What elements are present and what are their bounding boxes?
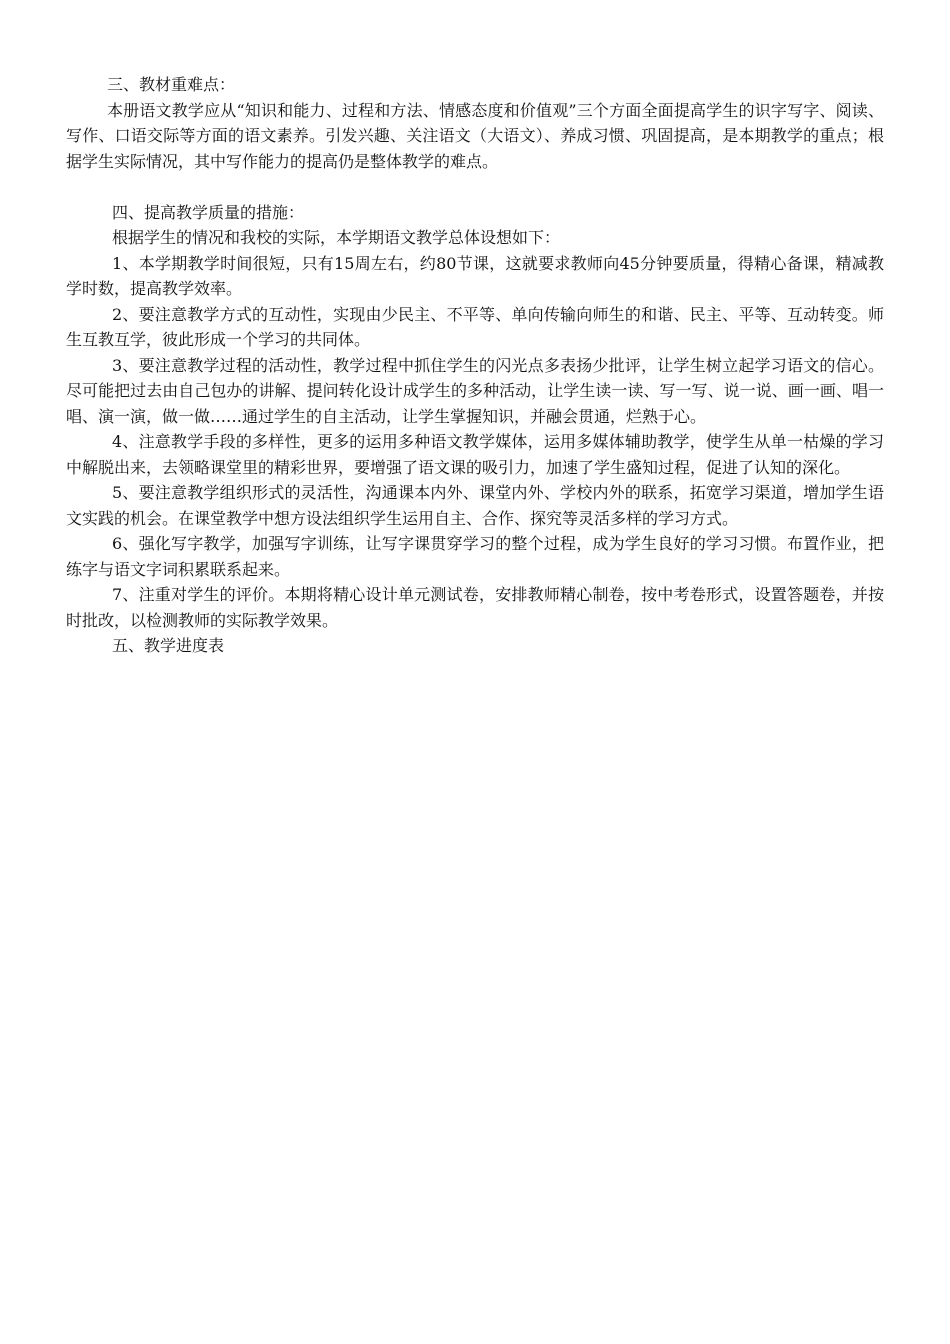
- blank-line: [66, 174, 884, 200]
- measure-item-1: 1、本学期教学时间很短，只有15周左右，约80节课，这就要求教师向45分钟要质量，得精心备课，精减教学时数，提高教学效率。: [66, 253, 884, 298]
- section4-heading: 四、提高教学质量的措施：: [112, 202, 305, 222]
- measure-item-2: 2、要注意教学方式的互动性，实现由少民主、不平等、单向传输向师生的和谐、民主、平等、互动转变。师生互教互学，彼此形成一个学习的共同体。: [66, 304, 884, 349]
- measure-item-7: 7、注重对学生的评价。本期将精心设计单元测试卷，安排教师精心制卷，按中考卷形式，设置答题卷，并按时批改，以检测教师的实际教学效果。: [66, 585, 884, 630]
- measure-item-6: 6、强化写字教学，加强写字训练，让写字课贯穿学习的整个过程，成为学生良好的学习习惯。布置作业，把练字与语文字词积累联系起来。: [66, 534, 884, 579]
- section3-heading: 三、教材重难点：: [107, 75, 236, 94]
- section5-heading: 五、教学进度表: [112, 636, 225, 655]
- section4-intro: 根据学生的情况和我校的实际，本学期语文教学总体设想如下：: [112, 228, 561, 247]
- measure-item-3: 3、要注意教学过程的活动性，教学过程中抓住学生的闪光点多表扬少批评，让学生树立起学习语文的信心。尽可能把过去由自己包办的讲解、提问转化设计成学生的多种活动，让学生读一读、写一写、说一说、画一画、唱一唱、演一演，做一做……通过学生的自主活动，让学生掌握知识，并融会贯通，烂熟于心。: [66, 355, 884, 426]
- document-page: [66, 72, 884, 659]
- measure-item-5: 5、要注意教学组织形式的灵活性，沟通课本内外、课堂内外、学校内外的联系，拓宽学习渠道，增加学生语文实践的机会。在课堂教学中想方设法组织学生运用自主、合作、探究等灵活多样的学习方式。: [66, 483, 884, 528]
- section3-body: 本册语文教学应从“知识和能力、过程和方法、情感态度和价值观”三个方面全面提高学生的识字写字、阅读、写作、口语交际等方面的语文素养。引发兴趣、关注语文（大语文）、养成习惯、巩固提高，是本期教学的重点；根据学生实际情况，其中写作能力的提高仍是整体教学的难点。: [66, 100, 884, 171]
- measure-item-4: 4、注意教学手段的多样性，更多的运用多种语文教学媒体，运用多媒体辅助教学，使学生从单一枯燥的学习中解脱出来，去领略课堂里的精彩世界，要增强了语文课的吸引力，加速了学生盛知过程，促进了认知的深化。: [66, 432, 884, 477]
